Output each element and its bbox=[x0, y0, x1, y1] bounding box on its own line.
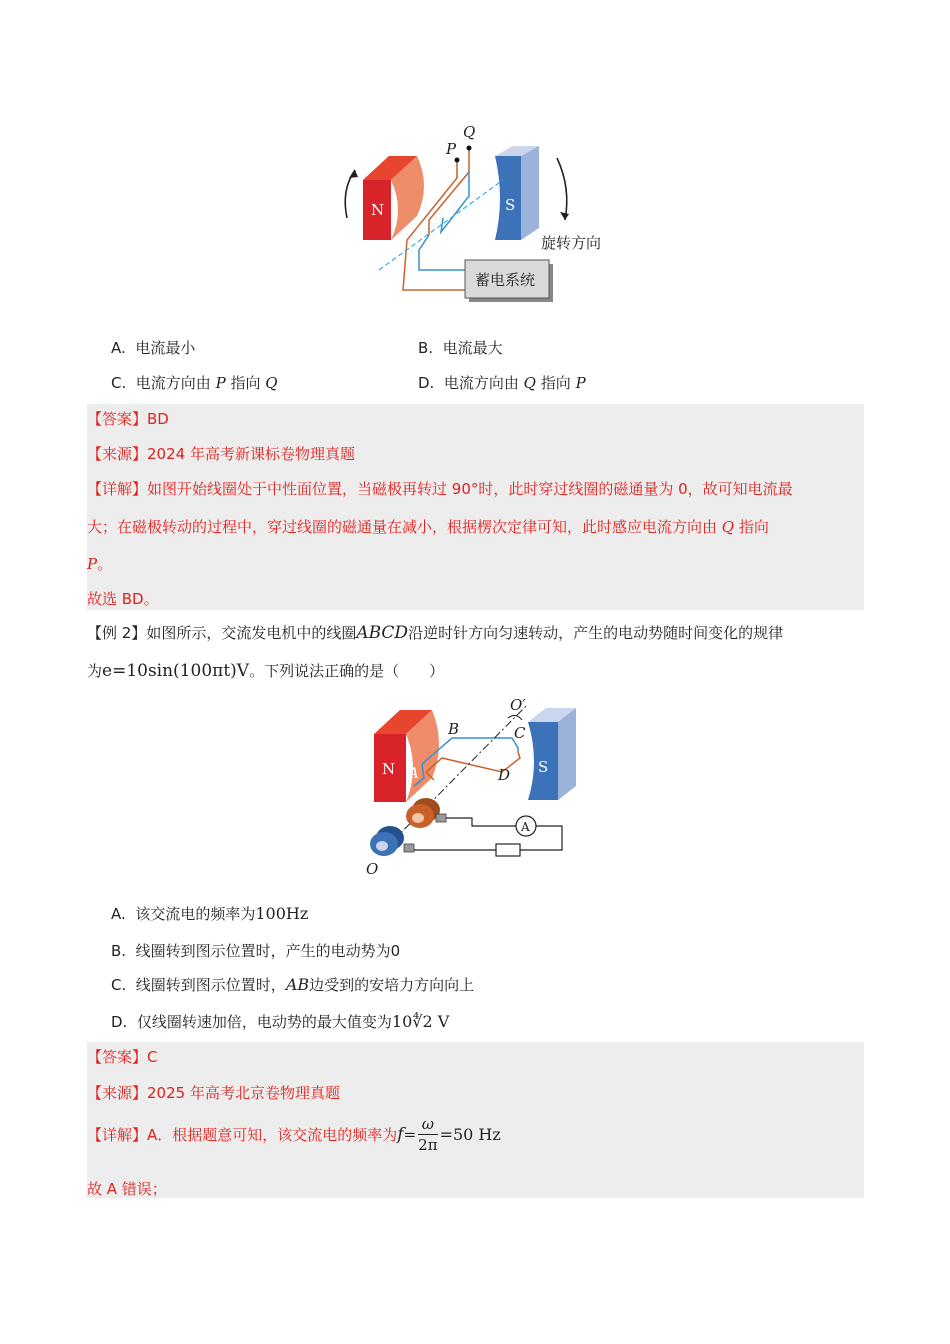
q2-option-d-math: 10∜2 V bbox=[391, 1012, 450, 1031]
q1-source bbox=[87, 443, 355, 464]
brush-2 bbox=[404, 844, 414, 852]
q2-option-b-letter: B. bbox=[111, 942, 127, 960]
q1-detail-var-p: P bbox=[87, 555, 98, 573]
storage-label: 蓄电系统 bbox=[475, 271, 536, 289]
q1-option-d-mid: 指向 bbox=[540, 374, 571, 392]
q1-option-a-letter: A. bbox=[111, 339, 126, 357]
q1-option-a-text: 电流最小 bbox=[135, 339, 196, 357]
ammeter-label: A bbox=[521, 820, 530, 834]
q1-detail-text2-post: 指向 bbox=[738, 518, 769, 536]
label-n2: N bbox=[382, 760, 396, 778]
q2-source bbox=[87, 1082, 340, 1103]
q1-option-d-var1: Q bbox=[523, 374, 536, 392]
q2-detail-fraction bbox=[418, 1114, 437, 1155]
coil-blue bbox=[419, 235, 465, 270]
q2-option-c-math: AB bbox=[285, 975, 310, 994]
q1-detail-line1 bbox=[87, 478, 793, 499]
q2-option-c-text: 线圈转到图示位置时， bbox=[135, 976, 286, 994]
label-b: B bbox=[448, 720, 460, 738]
q2-stem-post: 沿逆时针方向匀速转动，产生的电动势随时间变化的规律 bbox=[408, 624, 784, 642]
q2-stem-line2 bbox=[87, 660, 444, 681]
q1-answer-tag: 【答案】 bbox=[87, 410, 148, 428]
q2-option-a-text: 该交流电的频率为 bbox=[135, 905, 256, 923]
q2-option-b bbox=[111, 940, 400, 961]
q2-option-c-letter: C. bbox=[111, 976, 127, 994]
q1-detail-tag: 【详解】 bbox=[87, 480, 148, 498]
label-q: Q bbox=[463, 123, 476, 141]
terminal-p bbox=[455, 158, 460, 163]
circuit-wire bbox=[414, 818, 562, 850]
label-d: D bbox=[498, 766, 511, 784]
q1-option-d-letter: D. bbox=[418, 374, 435, 392]
q2-option-d-text: 仅线圈转速加倍，电动势的最大值变为 bbox=[136, 1013, 392, 1031]
q1-option-c-mid: 指向 bbox=[230, 374, 261, 392]
q2-option-c bbox=[111, 974, 474, 995]
q1-option-a bbox=[111, 337, 195, 358]
q1-conclusion: 故选 BD。 bbox=[87, 590, 159, 608]
q1-detail-text3: 。 bbox=[97, 555, 113, 573]
label-a: A bbox=[408, 764, 419, 782]
rotation-label: 旋转方向 bbox=[541, 234, 602, 252]
label-o: O bbox=[366, 860, 379, 878]
brush-1 bbox=[436, 814, 446, 822]
q2-option-a bbox=[111, 903, 308, 924]
figure-1-generator bbox=[335, 120, 625, 310]
q1-answer-block bbox=[87, 404, 864, 610]
q2-detail-denominator: 2π bbox=[418, 1136, 438, 1154]
slip-ring-orange-hole bbox=[412, 813, 424, 823]
resistor-icon bbox=[496, 844, 520, 856]
slip-ring-blue-hole bbox=[376, 841, 388, 851]
q2-detail-var-f: f bbox=[397, 1124, 404, 1145]
label-s2: S bbox=[538, 758, 549, 776]
label-n: N bbox=[371, 201, 385, 219]
q2-option-b-text: 线圈转到图示位置时，产生的电动势为 bbox=[135, 942, 391, 960]
q1-option-c-var1: P bbox=[215, 374, 226, 392]
rotation-arrowhead-right bbox=[560, 212, 569, 220]
q2-stem2-pre: 为 bbox=[87, 662, 103, 680]
q2-coil-name: ABCD bbox=[356, 623, 409, 643]
q1-detail-text2: 大；在磁极转动的过程中，穿过线圈的磁通量在减小，根据楞次定律可知，此时感应电流方向由 bbox=[87, 518, 718, 536]
terminal-q bbox=[467, 146, 472, 151]
q2-answer-value: C bbox=[147, 1048, 158, 1066]
q2-option-b-math: 0 bbox=[390, 942, 401, 960]
q2-answer bbox=[87, 1046, 158, 1067]
q1-option-c bbox=[111, 372, 278, 393]
q2-stem2-post: 。下列说法正确的是（ ） bbox=[249, 662, 445, 680]
q1-detail-text1: 如图开始线圈处于中性面位置，当磁极再转过 90°时，此时穿过线圈的磁通量为 0，故可知电流最 bbox=[147, 480, 793, 498]
q1-option-d-var2: P bbox=[575, 374, 586, 392]
q2-detail bbox=[87, 1114, 501, 1155]
q2-source-tag: 【来源】 bbox=[87, 1084, 148, 1102]
q1-detail-line3 bbox=[87, 553, 112, 574]
q2-detail-tag: 【详解】 bbox=[87, 1126, 148, 1144]
q2-answer-tag: 【答案】 bbox=[87, 1048, 148, 1066]
q2-tag: 【例 2】 bbox=[87, 624, 147, 642]
q2-source-value: 2025 年高考北京卷物理真题 bbox=[147, 1084, 340, 1102]
label-o-prime: O′ bbox=[510, 696, 526, 714]
q1-source-tag: 【来源】 bbox=[87, 445, 148, 463]
q2-option-a-letter: A. bbox=[111, 905, 126, 923]
q2-stem-line1 bbox=[87, 622, 783, 643]
q1-source-value: 2024 年高考新课标卷物理真题 bbox=[147, 445, 355, 463]
rotation-arc-2 bbox=[508, 715, 522, 720]
q2-stem-pre: 如图所示，交流发电机中的线圈 bbox=[146, 624, 357, 642]
q1-option-d-text: 电流方向由 bbox=[443, 374, 519, 392]
q1-option-c-letter: C. bbox=[111, 374, 127, 392]
q2-option-d-letter: D. bbox=[111, 1013, 128, 1031]
q1-option-b bbox=[418, 337, 503, 358]
q2-detail-numerator: ω bbox=[418, 1114, 437, 1135]
s-magnet-side bbox=[521, 146, 539, 240]
label-s: S bbox=[505, 196, 516, 214]
q2-conclusion: 故 A 错误； bbox=[87, 1180, 167, 1198]
rotation-arrow-right bbox=[557, 158, 567, 220]
q2-detail-eq: = bbox=[403, 1125, 417, 1144]
q1-answer bbox=[87, 408, 169, 429]
q2-option-a-math: 100Hz bbox=[255, 904, 309, 923]
s2-magnet-side bbox=[558, 708, 576, 800]
label-p: P bbox=[446, 140, 457, 158]
label-c: C bbox=[514, 724, 526, 742]
q2-detail-text: A．根据题意可知，该交流电的频率为 bbox=[147, 1126, 398, 1144]
q1-answer-value: BD bbox=[147, 410, 169, 428]
figure-2-generator bbox=[362, 692, 592, 878]
q1-detail-line2 bbox=[87, 516, 769, 537]
q1-detail-var-q: Q bbox=[721, 518, 735, 536]
q1-option-c-var2: Q bbox=[265, 374, 278, 392]
q1-option-c-text: 电流方向由 bbox=[135, 374, 211, 392]
q2-option-d bbox=[111, 1011, 449, 1032]
q1-option-b-letter: B. bbox=[418, 339, 434, 357]
q2-detail-result: =50 Hz bbox=[439, 1125, 501, 1144]
q2-option-c-post: 边受到的安培力方向向上 bbox=[309, 976, 475, 994]
q1-option-b-text: 电流最大 bbox=[442, 339, 503, 357]
q2-formula: e=10sin(100πt)V bbox=[102, 661, 250, 681]
q1-option-d bbox=[418, 372, 586, 393]
